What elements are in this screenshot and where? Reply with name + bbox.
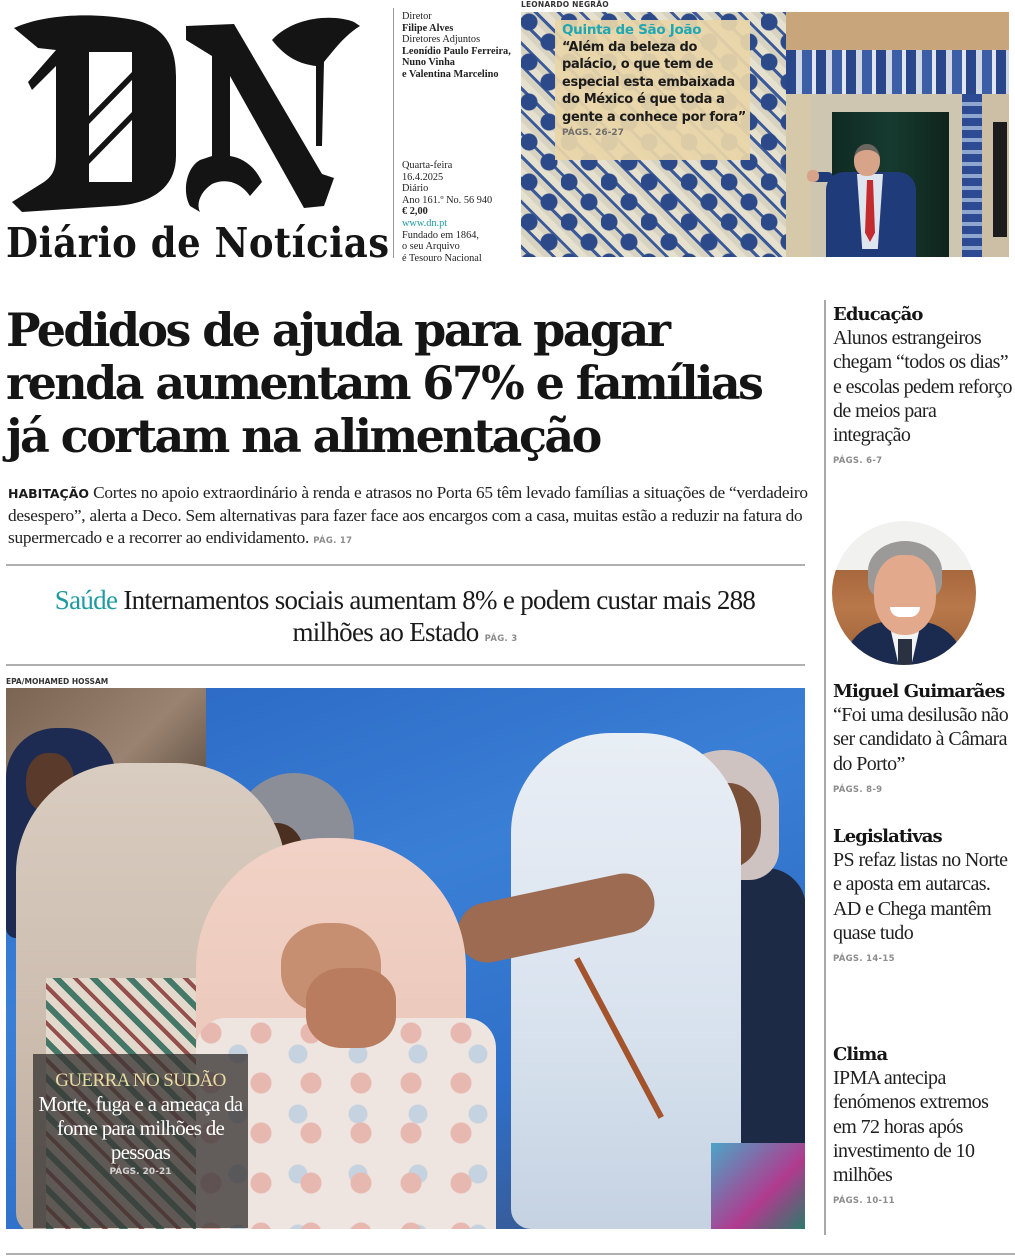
sidebar-section: Clima — [833, 1044, 888, 1065]
secondary-headline: Internamentos sociais aumentam 8% e podem custar mais 288 milhões ao Estado — [123, 585, 756, 647]
overlay-kicker: GUERRA NO SUDÃO — [55, 1070, 226, 1091]
hands — [306, 968, 396, 1048]
lead-headline[interactable]: Pedidos de ajuda para pagar renda aumentam 67% e famílias já cortam na alimentação — [6, 303, 762, 463]
main-photo-credit: EPA/MOHAMED HOSSAM — [6, 677, 109, 686]
sidebar-body: IPMA antecipa fenómenos extremos em 72 horas após investimento de 10 milhões — [833, 1067, 989, 1187]
section-divider — [6, 564, 805, 566]
sidebar-item-miguel-guimaraes[interactable] — [833, 680, 1015, 795]
sidebar-section: Miguel Guimarães — [833, 681, 1005, 702]
secondary-section-label: Saúde — [54, 585, 118, 615]
overlay-title: Morte, fuga e a ameaça da fome para milhões de pessoas — [38, 1092, 243, 1164]
issue-date: 16.4.2025 — [402, 171, 444, 183]
website-link[interactable]: www.dn.pt — [402, 217, 448, 229]
face — [874, 555, 936, 635]
promo-teaser[interactable] — [562, 22, 752, 138]
head — [854, 144, 880, 176]
deputy-director-name: Nuno Vinha — [402, 57, 455, 69]
lead-pages: PÁG. 17 — [313, 536, 353, 546]
sidebar-pages: PÁGS. 6-7 — [833, 456, 883, 467]
deputy-director-name: e Valentina Marcelino — [402, 68, 499, 80]
colorful-bags — [711, 1143, 805, 1229]
logo-wordmark: Diário de Notícias — [6, 218, 390, 268]
deputy-director-name: Leonídio Paulo Ferreira, — [402, 45, 511, 57]
lead-summary-text: Cortes no apoio extraordinário à renda e atrasos no Porta 65 têm levado famílias a situações de “verdadeiro desespero”, alerta a Deco. Sem alternativas para fazer face aos encargos com a casa, muitas estão a reduzir na fatura do supermercado e a recorrer ao endividamento. — [8, 483, 808, 547]
issue-frequency: Diário — [402, 183, 429, 195]
promo-quote: “Além da beleza do palácio, o que tem de especial esta embaixada do México é que toda a gente a conhece por fora” — [562, 40, 746, 125]
founded-note: o seu Arquivo — [402, 241, 460, 253]
secondary-pages: PÁG. 3 — [484, 634, 518, 644]
dn-blackletter-logo-icon — [4, 6, 366, 216]
secondary-story[interactable] — [30, 584, 780, 655]
issue-weekday: Quarta-feira — [402, 160, 453, 171]
issue-info — [402, 160, 520, 264]
avatar-miguel-guimaraes — [832, 521, 976, 665]
lead-section-label: HABITAÇÃO — [8, 486, 90, 501]
founded-note: é Tesouro Nacional — [402, 252, 482, 264]
overlay-pages: PÁGS. 20-21 — [109, 1167, 172, 1177]
person — [511, 733, 741, 1229]
fist — [807, 170, 819, 182]
section-divider — [6, 664, 805, 666]
director-name: Filipe Alves — [402, 22, 454, 34]
issue-price: € 2,00 — [402, 206, 428, 218]
column-divider — [824, 300, 826, 1235]
newspaper-logo[interactable] — [4, 6, 390, 268]
sidebar-pages: PÁGS. 10-11 — [833, 1196, 895, 1207]
azulejo-band — [786, 50, 1009, 94]
sidebar-body: Alunos estrangeiros chegam “todos os dias” e escolas pedem reforço de meios para integração — [833, 327, 1012, 447]
deputy-directors-label: Diretores Adjuntos — [402, 34, 481, 46]
bottom-divider — [6, 1253, 1015, 1255]
sidebar-item-clima[interactable] — [833, 1043, 1015, 1206]
sidebar-item-educacao[interactable] — [833, 303, 1015, 466]
founded-note: Fundado em 1864, — [402, 229, 479, 241]
wall — [786, 12, 1009, 50]
issue-edition: Ano 161.º No. 56 940 — [402, 194, 493, 206]
window — [993, 122, 1007, 237]
tie — [898, 639, 912, 665]
sidebar-section: Legislativas — [833, 826, 942, 847]
promo-kicker: Quinta de São João — [562, 22, 702, 38]
azulejo-column — [962, 94, 982, 257]
lead-summary — [8, 482, 808, 552]
staff-credits — [402, 11, 520, 81]
promo-pages: PÁGS. 26-27 — [562, 128, 624, 139]
sidebar-item-legislativas[interactable] — [833, 825, 1015, 964]
sidebar-body: “Foi uma desilusão não ser candidato à Câmara do Porto” — [833, 704, 1009, 775]
promo-photo-credit: LEONARDO NEGRÃO — [521, 0, 609, 9]
sidebar-section: Educação — [833, 304, 923, 325]
photo-caption-overlay[interactable] — [33, 1054, 248, 1228]
sidebar-body: PS refaz listas no Norte e aposta em autarcas. AD e Chega mantêm quase tudo — [833, 849, 1008, 944]
sidebar-pages: PÁGS. 14-15 — [833, 954, 895, 965]
sidebar-pages: PÁGS. 8-9 — [833, 784, 883, 795]
director-label: Diretor — [402, 11, 432, 22]
masthead-divider — [393, 8, 394, 258]
